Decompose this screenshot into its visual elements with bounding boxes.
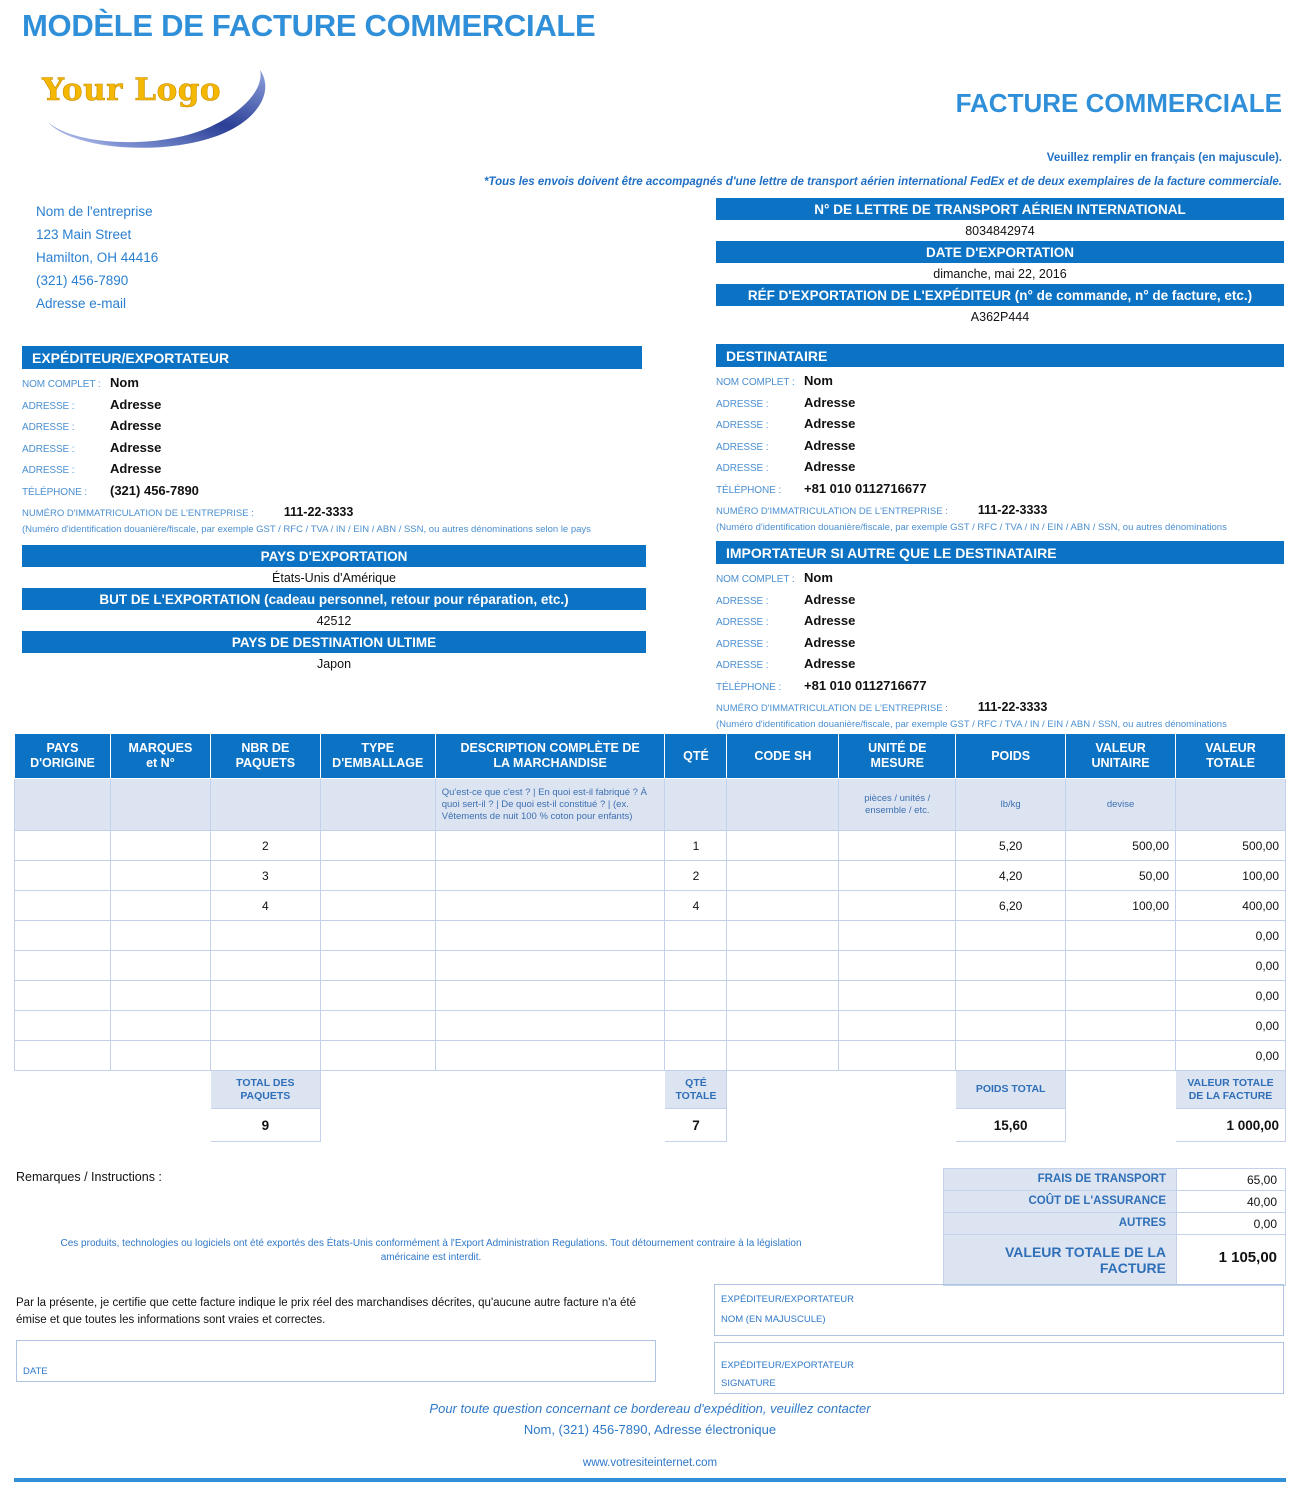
freight-value[interactable]: 65,00	[1246, 1173, 1277, 1187]
totals-blank-cell	[727, 1071, 839, 1109]
hint-cell-empty	[110, 779, 210, 831]
company-logo	[34, 60, 282, 148]
goods-cell-origin[interactable]	[15, 891, 111, 921]
total-invoice-value-label: VALEUR TOTALE DE LA FACTURE	[1176, 1071, 1286, 1109]
goods-cell-description[interactable]	[435, 1011, 665, 1041]
total-weight-value: 15,60	[956, 1109, 1066, 1142]
grand-total-value: 1 105,00	[1218, 1249, 1277, 1266]
importer-header: IMPORTATEUR SI AUTRE QUE LE DESTINATAIRE	[716, 541, 1284, 564]
awb-value[interactable]: 8034842974	[965, 224, 1035, 238]
goods-cell-weight[interactable]	[956, 951, 1066, 981]
export-info-stack	[22, 545, 646, 674]
goods-cell-description[interactable]	[435, 1041, 665, 1071]
goods-cell-qty[interactable]: 1	[665, 831, 727, 861]
shipment-meta-stack	[716, 198, 1284, 327]
total-invoice-value-value: 1 000,00	[1176, 1109, 1286, 1142]
goods-col-header: PAYS D'ORIGINE	[15, 734, 111, 779]
exporter-signature-box[interactable]	[714, 1342, 1284, 1394]
total-qty-value: 7	[665, 1109, 727, 1142]
export-ref-label: RÉF D'EXPORTATION DE L'EXPÉDITEUR (n° de commande, n° de facture, etc.)	[716, 284, 1284, 306]
other-row	[943, 1213, 1286, 1235]
goods-cell-packages[interactable]	[210, 1041, 320, 1071]
goods-cell-description[interactable]	[435, 861, 665, 891]
importer-address1[interactable]: Adresse	[804, 591, 856, 607]
export-purpose-value[interactable]: 42512	[316, 614, 352, 628]
company-city: Hamilton, OH 44416	[36, 250, 159, 265]
goods-cell-unit[interactable]	[839, 861, 956, 891]
goods-cell-total_value[interactable]: 0,00	[1176, 1041, 1286, 1071]
totals-blank-cell	[320, 1109, 435, 1142]
insurance-value[interactable]: 40,00	[1246, 1195, 1277, 1209]
shipper-phone-row	[22, 481, 642, 503]
goods-cell-unit_value[interactable]	[1066, 951, 1176, 981]
importer-address4[interactable]: Adresse	[804, 656, 856, 671]
goods-cell-weight[interactable]	[956, 981, 1066, 1011]
goods-cell-weight[interactable]: 5,20	[956, 831, 1066, 861]
goods-cell-description[interactable]	[435, 951, 665, 981]
date-signature-box[interactable]	[16, 1340, 656, 1382]
goods-cell-packaging[interactable]	[320, 921, 435, 951]
total-packages-label: TOTAL DES PAQUETS	[210, 1071, 320, 1109]
goods-cell-packaging[interactable]	[320, 891, 435, 921]
goods-cell-unit_value[interactable]: 50,00	[1066, 861, 1176, 891]
consignee-registration-note: (Numéro d'identification douanière/fiscale, par exemple GST / RFC / TVA / IN / EIN / ABN / SSN, ou autres dénominations	[716, 522, 1227, 533]
totals-blank-cell	[110, 1071, 210, 1109]
shipper-block	[22, 346, 642, 537]
total-qty-label: QTÉ TOTALE	[665, 1071, 727, 1109]
field-label-adresse: ADRESSE :	[22, 465, 75, 476]
importer-address4-row	[716, 654, 1284, 676]
totals-blank-cell	[110, 1109, 210, 1142]
goods-cell-weight[interactable]	[956, 1011, 1066, 1041]
goods-cell-description[interactable]	[435, 831, 665, 861]
field-label-adresse: ADRESSE :	[716, 398, 769, 410]
goods-cell-hs_code[interactable]	[727, 891, 839, 921]
consignee-address1[interactable]: Adresse	[804, 394, 856, 410]
goods-table-row	[15, 951, 1286, 981]
goods-cell-weight[interactable]: 6,20	[956, 891, 1066, 921]
goods-col-header: QTÉ	[665, 734, 727, 779]
field-label-telephone: TÉLÉPHONE :	[22, 486, 88, 498]
goods-cell-total_value[interactable]: 0,00	[1176, 921, 1286, 951]
importer-address1-row	[716, 590, 1284, 612]
goods-col-header: DESCRIPTION COMPLÈTE DE LA MARCHANDISE	[435, 734, 665, 779]
goods-cell-hs_code[interactable]	[727, 1011, 839, 1041]
field-label-adresse: ADRESSE :	[716, 420, 769, 431]
goods-cell-total_value[interactable]: 0,00	[1176, 981, 1286, 1011]
shipper-header: EXPÉDITEUR/EXPORTATEUR	[22, 346, 642, 369]
goods-col-header: TYPE D'EMBALLAGE	[320, 734, 435, 779]
goods-cell-hs_code[interactable]	[727, 831, 839, 861]
field-label-adresse: ADRESSE :	[22, 422, 75, 433]
goods-table-row	[15, 1041, 1286, 1071]
shipping-requirements-note: *Tous les envois doivent être accompagnés d'une lettre de transport aérien international FedEx et de deux exemplaires de la facture commerciale.	[484, 176, 1282, 188]
grand-total-row	[943, 1235, 1286, 1286]
goods-cell-description[interactable]	[435, 981, 665, 1011]
exporter-name-box-line2: NOM (EN MAJUSCULE)	[721, 1314, 826, 1325]
shipper-address4[interactable]: Adresse	[110, 461, 162, 476]
goods-cell-unit_value[interactable]: 100,00	[1066, 891, 1176, 921]
importer-registration-number[interactable]: 111-22-3333	[977, 700, 1048, 714]
footer-website[interactable]: www.votresiteinternet.com	[582, 1457, 718, 1469]
goods-cell-unit[interactable]	[839, 921, 956, 951]
goods-cell-unit[interactable]	[839, 891, 956, 921]
totals-blank-cell	[320, 1071, 435, 1109]
goods-cell-marks[interactable]	[110, 981, 210, 1011]
shipper-phone[interactable]: (321) 456-7890	[110, 482, 199, 498]
field-label-registration: NUMÉRO D'IMMATRICULATION DE L'ENTREPRISE :	[716, 506, 948, 517]
goods-cell-unit_value[interactable]: 500,00	[1066, 831, 1176, 861]
freight-row	[943, 1168, 1286, 1191]
goods-cell-description[interactable]	[435, 921, 665, 951]
goods-table-row	[15, 921, 1286, 951]
goods-cell-origin[interactable]	[15, 861, 111, 891]
hint-unit-value: devise	[1066, 779, 1176, 831]
goods-cell-unit_value[interactable]	[1066, 921, 1176, 951]
field-label-telephone: TÉLÉPHONE :	[716, 681, 782, 693]
hint-cell-empty	[15, 779, 111, 831]
goods-table-row	[15, 891, 1286, 921]
field-label-adresse: ADRESSE :	[716, 617, 769, 628]
goods-table-row	[15, 861, 1286, 891]
footer-rule	[14, 1478, 1286, 1482]
company-email: Adresse e-mail	[36, 296, 127, 311]
goods-cell-origin[interactable]	[15, 921, 111, 951]
totals-blank-cell	[1066, 1109, 1176, 1142]
shipper-name-row	[22, 373, 642, 395]
hint-cell-empty	[1176, 779, 1286, 831]
importer-address3-row	[716, 633, 1284, 655]
export-ref-value[interactable]: A362P444	[970, 310, 1030, 324]
goods-cell-qty[interactable]: 4	[665, 891, 727, 921]
field-label-adresse: ADRESSE :	[716, 660, 769, 671]
shipper-address2-row	[22, 416, 642, 438]
goods-cell-packaging[interactable]	[320, 951, 435, 981]
goods-cell-unit_value[interactable]	[1066, 1011, 1176, 1041]
goods-cell-qty[interactable]	[665, 921, 727, 951]
goods-cell-hs_code[interactable]	[727, 861, 839, 891]
goods-cell-marks[interactable]	[110, 861, 210, 891]
goods-cell-total_value[interactable]: 500,00	[1176, 831, 1286, 861]
other-label: AUTRES	[944, 1213, 1177, 1234]
consignee-address3[interactable]: Adresse	[804, 437, 856, 453]
destination-country-label: PAYS DE DESTINATION ULTIME	[22, 631, 646, 653]
export-country-label: PAYS D'EXPORTATION	[22, 545, 646, 567]
page-footer	[0, 1398, 1300, 1469]
goods-cell-qty[interactable]	[665, 1011, 727, 1041]
goods-cell-hs_code[interactable]	[727, 951, 839, 981]
logo-text: Your Logo	[42, 72, 222, 108]
goods-cell-origin[interactable]	[15, 1011, 111, 1041]
goods-cell-hs_code[interactable]	[727, 1041, 839, 1071]
date-label: DATE	[23, 1366, 48, 1377]
importer-address2[interactable]: Adresse	[804, 613, 856, 628]
shipper-name[interactable]: Nom	[110, 375, 139, 390]
insurance-row	[943, 1191, 1286, 1213]
company-street: 123 Main Street	[36, 227, 132, 242]
field-label-adresse: ADRESSE :	[22, 443, 75, 455]
shipper-address4-row	[22, 459, 642, 481]
totals-blank-cell	[435, 1071, 665, 1109]
invoice-heading: FACTURE COMMERCIALE	[955, 88, 1282, 118]
goods-cell-total_value[interactable]: 0,00	[1176, 1011, 1286, 1041]
goods-cell-origin[interactable]	[15, 831, 111, 861]
export-date-label: DATE D'EXPORTATION	[716, 241, 1284, 263]
grand-total-label: VALEUR TOTALE DE LA FACTURE	[944, 1235, 1177, 1285]
goods-col-header: VALEUR UNITAIRE	[1066, 734, 1176, 779]
goods-cell-unit[interactable]	[839, 1041, 956, 1071]
totals-value-row	[15, 1109, 1286, 1142]
goods-cell-origin[interactable]	[15, 1041, 111, 1071]
importer-registration-note: (Numéro d'identification douanière/fiscale, par exemple GST / RFC / TVA / IN / EIN / ABN / SSN, ou autres dénominations	[716, 719, 1227, 730]
shipper-registration-note: (Numéro d'identification douanière/fiscale, par exemple GST / RFC / TVA / IN / EIN / ABN / SSN, ou autres dénominations selon le pays	[22, 524, 591, 535]
goods-col-header: UNITÉ DE MESURE	[839, 734, 956, 779]
goods-cell-qty[interactable]: 2	[665, 861, 727, 891]
footer-contact-details: Nom, (321) 456-7890, Adresse électronique	[523, 1422, 777, 1437]
goods-col-header: NBR DE PAQUETS	[210, 734, 320, 779]
goods-cell-packages[interactable]: 4	[210, 891, 320, 921]
goods-cell-total_value[interactable]: 0,00	[1176, 951, 1286, 981]
field-label-adresse: ADRESSE :	[22, 400, 75, 412]
goods-table-row	[15, 981, 1286, 1011]
field-label-nom: NOM COMPLET :	[716, 377, 795, 388]
exporter-signature-box-line2: SIGNATURE	[721, 1378, 776, 1389]
goods-cell-packages[interactable]	[210, 981, 320, 1011]
hint-weight: lb/kg	[956, 779, 1066, 831]
goods-cell-weight[interactable]	[956, 1041, 1066, 1071]
goods-cell-packages[interactable]: 2	[210, 831, 320, 861]
company-phone: (321) 456-7890	[36, 273, 129, 288]
hint-unit: pièces / unités / ensemble / etc.	[839, 779, 956, 831]
totals-blank-cell	[839, 1109, 956, 1142]
goods-table	[14, 733, 1286, 1142]
totals-blank-cell	[15, 1109, 111, 1142]
consignee-name[interactable]: Nom	[804, 373, 833, 388]
importer-phone-row	[716, 676, 1284, 698]
hint-cell-empty	[727, 779, 839, 831]
consignee-address3-row	[716, 436, 1284, 458]
footer-contact-prompt: Pour toute question concernant ce bordereau d'expédition, veuillez contacter	[429, 1401, 871, 1416]
exporter-signature-box-line1: EXPÉDITEUR/EXPORTATEUR	[721, 1360, 855, 1371]
other-value[interactable]: 0,00	[1253, 1217, 1277, 1231]
goods-cell-packages[interactable]	[210, 1011, 320, 1041]
goods-cell-unit[interactable]	[839, 831, 956, 861]
importer-registration-row	[716, 698, 1284, 718]
goods-cell-marks[interactable]	[110, 891, 210, 921]
consignee-address2-row	[716, 414, 1284, 436]
consignee-name-row	[716, 371, 1284, 393]
goods-cell-marks[interactable]	[110, 1041, 210, 1071]
goods-cell-hs_code[interactable]	[727, 921, 839, 951]
total-packages-value: 9	[210, 1109, 320, 1142]
goods-cell-unit_value[interactable]	[1066, 1041, 1176, 1071]
total-weight-label: POIDS TOTAL	[956, 1071, 1066, 1109]
remarks-label: Remarques / Instructions :	[16, 1170, 162, 1184]
goods-cell-packaging[interactable]	[320, 981, 435, 1011]
goods-cell-packages[interactable]: 3	[210, 861, 320, 891]
shipper-address1[interactable]: Adresse	[110, 396, 162, 412]
totals-label-row	[15, 1071, 1286, 1109]
goods-cell-unit_value[interactable]	[1066, 981, 1176, 1011]
importer-name[interactable]: Nom	[804, 570, 833, 585]
consignee-address2[interactable]: Adresse	[804, 416, 856, 431]
goods-cell-weight[interactable]: 4,20	[956, 861, 1066, 891]
field-label-telephone: TÉLÉPHONE :	[716, 484, 782, 496]
field-label-adresse: ADRESSE :	[716, 595, 769, 607]
goods-cell-packages[interactable]	[210, 951, 320, 981]
hint-cell-empty	[665, 779, 727, 831]
destination-country-value[interactable]: Japon	[316, 657, 352, 671]
shipper-registration-number[interactable]: 111-22-3333	[283, 505, 354, 519]
goods-cell-origin[interactable]	[15, 951, 111, 981]
importer-name-row	[716, 568, 1284, 590]
importer-block	[716, 541, 1284, 732]
totals-blank-cell	[1066, 1071, 1176, 1109]
goods-table-row	[15, 831, 1286, 861]
export-date-value[interactable]: dimanche, mai 22, 2016	[933, 267, 1067, 281]
field-label-adresse: ADRESSE :	[716, 441, 769, 453]
goods-cell-marks[interactable]	[110, 951, 210, 981]
exporter-name-box-line1: EXPÉDITEUR/EXPORTATEUR	[721, 1294, 855, 1305]
goods-cell-packages[interactable]	[210, 921, 320, 951]
company-name: Nom de l'entreprise	[36, 204, 153, 219]
insurance-label: COÛT DE L'ASSURANCE	[944, 1191, 1177, 1212]
totals-blank-cell	[15, 1071, 111, 1109]
hint-cell-empty	[320, 779, 435, 831]
goods-cell-unit[interactable]	[839, 981, 956, 1011]
shipper-address1-row	[22, 395, 642, 417]
field-label-nom: NOM COMPLET :	[716, 574, 795, 585]
totals-blank-cell	[435, 1109, 665, 1142]
goods-cell-total_value[interactable]: 400,00	[1176, 891, 1286, 921]
consignee-phone-row	[716, 479, 1284, 501]
certification-text: Par la présente, je certifie que cette facture indique le prix réel des marchandises décrites, qu'aucune autre facture n'a été émise et que toutes les informations sont vraies et correctes.	[16, 1297, 636, 1326]
shipper-registration-row	[22, 503, 642, 523]
field-label-nom: NOM COMPLET :	[22, 379, 101, 390]
shipper-address3-row	[22, 438, 642, 460]
goods-cell-marks[interactable]	[110, 921, 210, 951]
consignee-registration-row	[716, 501, 1284, 521]
goods-hint-row	[15, 779, 1286, 831]
goods-cell-weight[interactable]	[956, 921, 1066, 951]
page-title: MODÈLE DE FACTURE COMMERCIALE	[22, 8, 596, 43]
goods-cell-description[interactable]	[435, 891, 665, 921]
goods-col-header: POIDS	[956, 734, 1066, 779]
goods-cell-packaging[interactable]	[320, 831, 435, 861]
field-label-adresse: ADRESSE :	[716, 463, 769, 474]
hint-cell-empty	[210, 779, 320, 831]
awb-label: N° DE LETTRE DE TRANSPORT AÉRIEN INTERNATIONAL	[716, 198, 1284, 220]
goods-table-header-row	[15, 734, 1286, 779]
invoice-summary	[943, 1168, 1286, 1286]
exporter-name-box[interactable]	[714, 1284, 1284, 1336]
goods-table-row	[15, 1011, 1286, 1041]
consignee-phone[interactable]: +81 010 0112716677	[804, 480, 927, 496]
consignee-address1-row	[716, 393, 1284, 415]
shipper-address3[interactable]: Adresse	[110, 439, 162, 455]
importer-address2-row	[716, 611, 1284, 633]
importer-address3[interactable]: Adresse	[804, 634, 856, 650]
goods-cell-packaging[interactable]	[320, 1011, 435, 1041]
consignee-header: DESTINATAIRE	[716, 344, 1284, 367]
company-address-block	[36, 200, 158, 315]
goods-cell-marks[interactable]	[110, 831, 210, 861]
goods-cell-unit[interactable]	[839, 1011, 956, 1041]
totals-blank-cell	[727, 1109, 839, 1142]
fill-language-note: Veuillez remplir en français (en majuscule).	[1046, 152, 1282, 164]
field-label-adresse: ADRESSE :	[716, 638, 769, 650]
goods-cell-origin[interactable]	[15, 981, 111, 1011]
goods-cell-total_value[interactable]: 100,00	[1176, 861, 1286, 891]
consignee-address4[interactable]: Adresse	[804, 459, 856, 474]
goods-cell-packaging[interactable]	[320, 861, 435, 891]
goods-col-header: CODE SH	[727, 734, 839, 779]
goods-cell-marks[interactable]	[110, 1011, 210, 1041]
consignee-block	[716, 344, 1284, 535]
totals-blank-cell	[839, 1071, 956, 1109]
consignee-address4-row	[716, 457, 1284, 479]
goods-col-header: MARQUES et N°	[110, 734, 210, 779]
goods-cell-qty[interactable]	[665, 981, 727, 1011]
goods-col-header: VALEUR TOTALE	[1176, 734, 1286, 779]
field-label-registration: NUMÉRO D'IMMATRICULATION DE L'ENTREPRISE :	[22, 508, 254, 519]
goods-cell-unit[interactable]	[839, 951, 956, 981]
hint-description: Qu'est-ce que c'est ? | En quoi est-il fabriqué ? À quoi sert-il ? | De quoi est-il constitué ? | (ex. Vêtements de nuit 100 % coton pour enfants)	[435, 779, 665, 831]
ear-disclaimer: Ces produits, technologies ou logiciels ont été exportés des États-Unis conformément à l'Export Administration Regulations. Tout détournement contraire à la législation américaine est interdit.	[60, 1238, 802, 1263]
export-purpose-label: BUT DE L'EXPORTATION (cadeau personnel, retour pour réparation, etc.)	[22, 588, 646, 610]
goods-cell-packaging[interactable]	[320, 1041, 435, 1071]
goods-cell-qty[interactable]	[665, 951, 727, 981]
freight-label: FRAIS DE TRANSPORT	[944, 1169, 1177, 1190]
importer-phone[interactable]: +81 010 0112716677	[804, 677, 927, 693]
field-label-registration: NUMÉRO D'IMMATRICULATION DE L'ENTREPRISE :	[716, 703, 948, 714]
consignee-registration-number[interactable]: 111-22-3333	[977, 503, 1048, 517]
export-country-value[interactable]: États-Unis d'Amérique	[272, 571, 396, 585]
goods-cell-hs_code[interactable]	[727, 981, 839, 1011]
shipper-address2[interactable]: Adresse	[110, 418, 162, 433]
goods-cell-qty[interactable]	[665, 1041, 727, 1071]
